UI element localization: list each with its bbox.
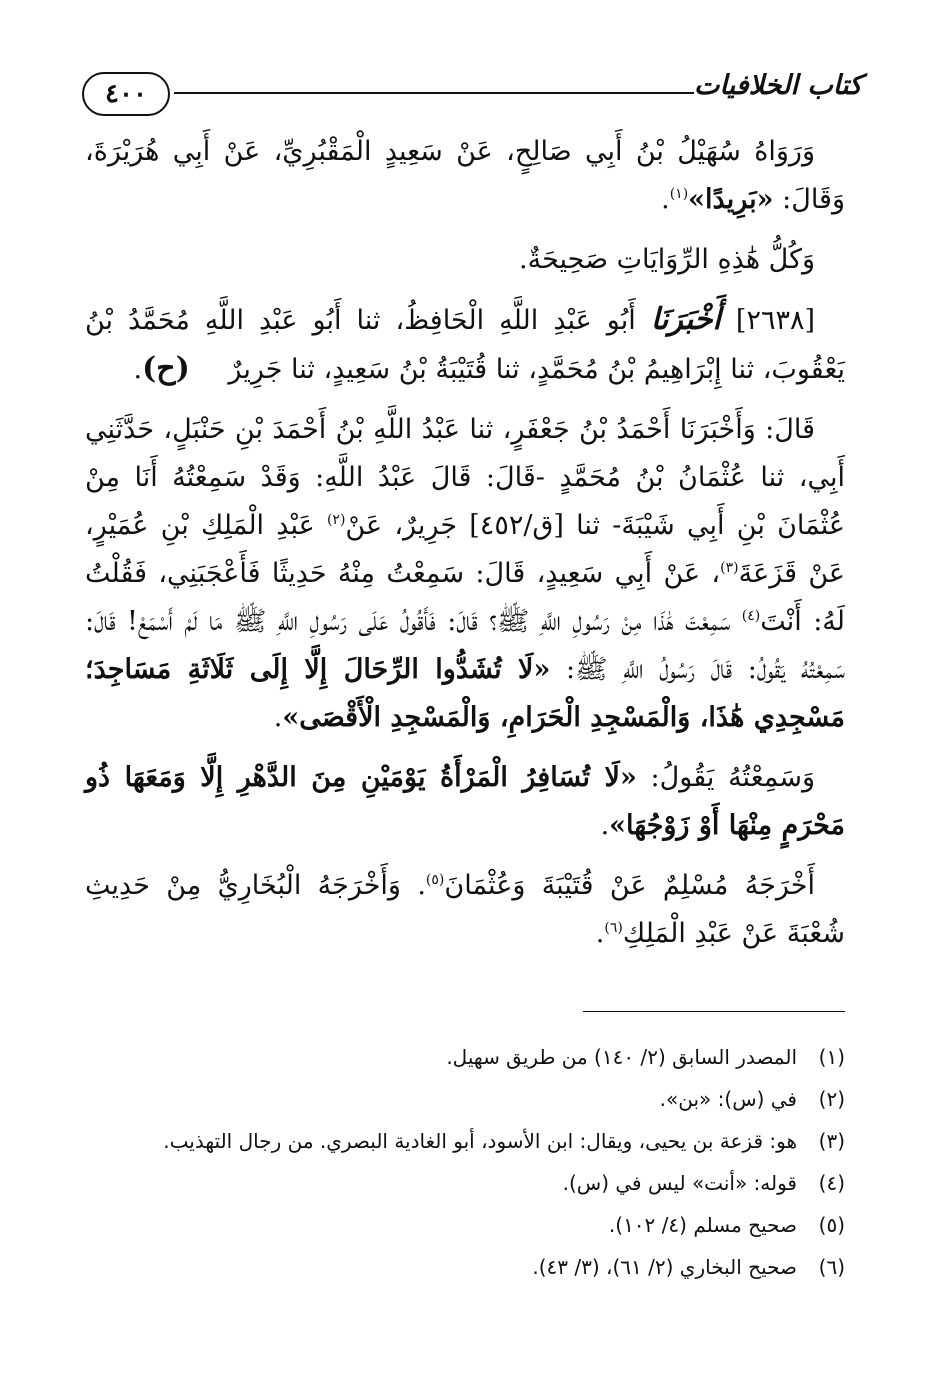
paragraph-4-text-a: قَالَ: وَأَخْبَرَنَا أَحْمَدُ بْنُ جَعْفَرٍ، ثنا عَبْدُ اللَّهِ بْنُ أَحْمَدَ بْنِ حَنْبَلٍ، حَدَّثَنِي أَبِي، ثنا عُثْمَانُ بْنُ مُحَمَّدٍ -قَالَ: قَالَ عَبْدُ اللَّهِ: وَقَدْ سَمِعْتُهُ أَنَا مِنْ عُثْمَانَ بْنِ أَبِي شَيْبَةَ- ثنا [ق/٤٥٢] جَرِيرٌ، عَنْ	[85, 414, 845, 541]
footnote-item	[85, 1078, 845, 1120]
footnote-text: صحيح البخاري (٢/ ٦١)، (٣/ ٤٣).	[532, 1255, 797, 1279]
paragraph-1-quote: «بَرِيدًا»	[688, 184, 774, 215]
main-text	[85, 128, 845, 970]
paragraph-5	[85, 754, 845, 850]
footnote-text: هو: قزعة بن يحيى، ويقال: ابن الأسود، أبو الغادية البصري. من رجال التهذيب.	[163, 1129, 797, 1153]
paragraph-6-text-b: . وَأَخْرَجَهُ الْبُخَارِيُّ مِنْ حَدِيثِ شُعْبَةَ عَنْ عَبْدِ الْمَلِكِ	[85, 870, 845, 949]
paragraph-6-text-a: أَخْرَجَهُ مُسْلِمٌ عَنْ قُتَيْبَةَ وَعُثْمَانَ	[444, 870, 815, 901]
footnote-ref-4[interactable]: (٤)	[741, 608, 761, 624]
footnote-item	[85, 1162, 845, 1204]
paragraph-6	[85, 862, 845, 958]
footnote-number: (٦)	[818, 1255, 845, 1279]
footnote-ref-6[interactable]: (٦)	[604, 920, 623, 936]
paragraph-2-text: وَكُلُّ هَٰذِهِ الرِّوَايَاتِ صَحِيحَةٌ.	[519, 244, 815, 275]
footnote-number: (١)	[818, 1045, 845, 1069]
footnote-item	[85, 1036, 845, 1078]
paragraph-1-text: وَرَوَاهُ سُهَيْلُ بْنُ أَبِي صَالِحٍ، عَنْ سَعِيدٍ الْمَقْبُرِيِّ، عَنْ أَبِي هُرَيْرَةَ، وَقَالَ:	[85, 136, 845, 215]
footnote-number: (٣)	[818, 1129, 845, 1153]
footnote-separator	[583, 1011, 845, 1012]
footnote-item	[85, 1246, 845, 1288]
header-rule	[174, 92, 694, 94]
book-title: كتاب الخلافيات	[693, 70, 862, 101]
paragraph-4-end: .	[273, 702, 283, 733]
footnote-number: (٥)	[818, 1213, 845, 1237]
footnote-text: المصدر السابق (٢/ ١٤٠) من طريق سهيل.	[446, 1045, 797, 1069]
footnote-ref-3[interactable]: (٣)	[720, 560, 739, 576]
footnote-item	[85, 1204, 845, 1246]
page-header	[82, 70, 862, 126]
paragraph-4-text-d: سَمِعْتَ هَٰذَا مِنْ رَسُولِ اللَّهِ ﷺ؟ قَالَ: فَأَقُولُ عَلَى رَسُولِ اللَّهِ ﷺ مَا لَمْ أَسْمَعْ! قَالَ: سَمِعْتُهُ يَقُولُ: قَالَ رَسُولُ اللَّهِ ﷺ:	[85, 606, 845, 685]
paragraph-4-quote: «لَا تُشَدُّوا الرِّحَالَ إِلَّا إِلَى ثَلَاثَةِ مَسَاجِدَ؛ مَسْجِدِي هَٰذَا، وَالْمَسْجِدِ الْحَرَامِ، وَالْمَسْجِدِ الْأَقْصَى»	[85, 654, 845, 733]
tahwil-symbol: (ح)	[142, 351, 190, 386]
footnote-item	[85, 1120, 845, 1162]
paragraph-5-end: .	[600, 810, 610, 841]
page-number: ٤٠٠	[82, 72, 170, 116]
paragraph-5-text: وَسَمِعْتُهُ يَقُولُ:	[636, 762, 815, 793]
footnote-text: قوله: «أنت» ليس في (س).	[562, 1171, 797, 1195]
footnote-ref-1[interactable]: (١)	[669, 186, 689, 202]
hadith-number: [٢٦٣٨]	[735, 305, 815, 336]
akhbarana-word: أَخْبَرَنَا	[650, 302, 721, 337]
paragraph-4-text-b: عَبْدِ الْمَلِكِ بْنِ عُمَيْرٍ، عَنْ قَزَعَةَ	[85, 510, 846, 589]
footnote-text: صحيح مسلم (٤/ ١٠٢).	[608, 1213, 797, 1237]
paragraph-3-text: أَبُو عَبْدِ اللَّهِ الْحَافِظُ، ثنا أَبُو عَبْدِ اللَّهِ مُحَمَّدُ بْنُ يَعْقُوبَ، ثنا إِبْرَاهِيمُ بْنُ مُحَمَّدٍ، ثنا قُتَيْبَةُ بْنُ سَعِيدٍ، ثنا جَرِيرٌ	[85, 305, 845, 385]
paragraph-3	[85, 296, 845, 394]
footnote-number: (٤)	[818, 1171, 845, 1195]
paragraph-4-text-c: ، عَنْ أَبِي سَعِيدٍ، قَالَ: سَمِعْتُ مِنْهُ حَدِيثًا فَأَعْجَبَنِي، فَقُلْتُ لَهُ: أَنْتَ	[85, 558, 845, 637]
footnote-number: (٢)	[818, 1087, 845, 1111]
paragraph-4	[85, 406, 845, 742]
paragraph-1	[85, 128, 845, 224]
footnote-text: في (س): «بن».	[659, 1087, 797, 1111]
paragraph-5-quote: «لَا تُسَافِرُ الْمَرْأَةُ يَوْمَيْنِ مِنَ الدَّهْرِ إِلَّا وَمَعَهَا ذُو مَحْرَمٍ مِنْهَا أَوْ زَوْجُهَا»	[85, 762, 845, 841]
footnote-ref-5[interactable]: (٥)	[425, 872, 445, 888]
paragraph-3-end: .	[133, 354, 143, 385]
footnotes	[85, 1036, 845, 1288]
paragraph-2	[85, 236, 845, 284]
paragraph-1-end: .	[661, 184, 670, 215]
paragraph-6-end: .	[595, 918, 605, 949]
footnote-ref-2[interactable]: (٢)	[326, 512, 346, 528]
